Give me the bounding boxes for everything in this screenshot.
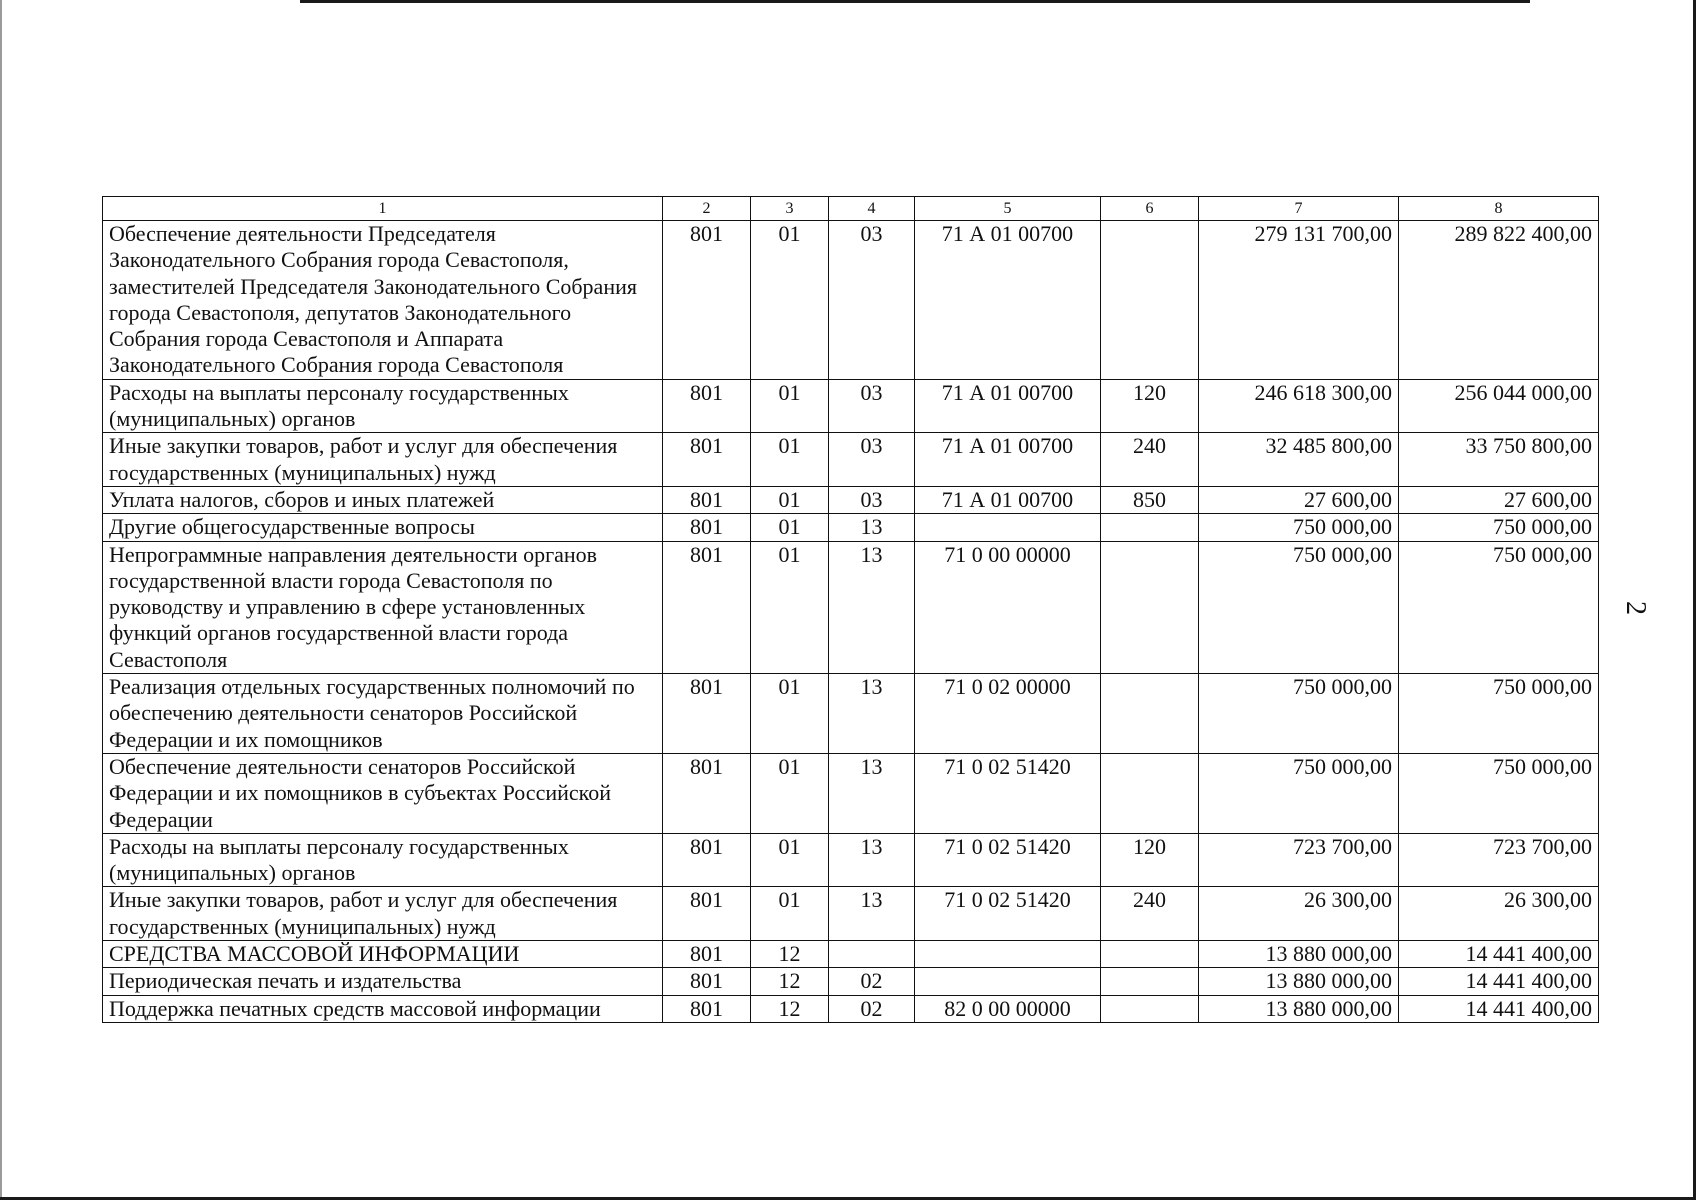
target-article-cell: 71 0 02 51420	[915, 833, 1101, 887]
code-cell: 801	[663, 941, 751, 968]
amount-year1-cell: 13 880 000,00	[1199, 968, 1399, 995]
scan-border-left	[0, 0, 2, 1200]
table-row	[103, 486, 1599, 513]
table-row	[103, 753, 1599, 833]
table-row	[103, 995, 1599, 1022]
column-header-5: 5	[915, 197, 1101, 221]
column-header-7: 7	[1199, 197, 1399, 221]
section-cell: 12	[751, 968, 829, 995]
table-row	[103, 379, 1599, 433]
row-name-cell: Обеспечение деятельности Председателя Законодательного Собрания города Севастополя, заместителей Председателя Законодательного Собрания города Севастополя, депутатов Законодательного Собрания города Севастополя и Аппарата Законодательного Собрания города Севастополя	[103, 221, 663, 380]
section-cell: 01	[751, 514, 829, 541]
row-name-cell: Иные закупки товаров, работ и услуг для обеспечения государственных (муниципальных) нужд	[103, 887, 663, 941]
target-article-cell: 71 0 02 51420	[915, 753, 1101, 833]
target-article-cell: 71 0 02 00000	[915, 674, 1101, 754]
page-number: 2	[1620, 601, 1651, 615]
section-cell: 01	[751, 541, 829, 673]
target-article-cell	[915, 941, 1101, 968]
code-cell: 801	[663, 379, 751, 433]
amount-year1-cell: 723 700,00	[1199, 833, 1399, 887]
table-row	[103, 541, 1599, 673]
section-cell: 12	[751, 941, 829, 968]
target-article-cell: 71 А 01 00700	[915, 221, 1101, 380]
row-name-cell: Расходы на выплаты персоналу государственных (муниципальных) органов	[103, 379, 663, 433]
subsection-cell: 03	[829, 379, 915, 433]
section-cell: 01	[751, 887, 829, 941]
column-header-6: 6	[1101, 197, 1199, 221]
code-cell: 801	[663, 514, 751, 541]
section-cell: 01	[751, 486, 829, 513]
table-body	[103, 221, 1599, 1023]
section-cell: 01	[751, 221, 829, 380]
subsection-cell: 02	[829, 968, 915, 995]
column-header-3: 3	[751, 197, 829, 221]
amount-year1-cell: 750 000,00	[1199, 541, 1399, 673]
subsection-cell: 13	[829, 833, 915, 887]
row-name-cell: Поддержка печатных средств массовой информации	[103, 995, 663, 1022]
amount-year2-cell: 256 044 000,00	[1399, 379, 1599, 433]
subsection-cell: 13	[829, 674, 915, 754]
amount-year1-cell: 32 485 800,00	[1199, 433, 1399, 487]
table-row	[103, 674, 1599, 754]
target-article-cell: 71 А 01 00700	[915, 486, 1101, 513]
table-row	[103, 833, 1599, 887]
section-cell: 01	[751, 753, 829, 833]
code-cell: 801	[663, 674, 751, 754]
code-cell: 801	[663, 541, 751, 673]
code-cell: 801	[663, 433, 751, 487]
expense-type-cell: 240	[1101, 433, 1199, 487]
subsection-cell: 03	[829, 486, 915, 513]
expense-type-cell	[1101, 753, 1199, 833]
amount-year1-cell: 246 618 300,00	[1199, 379, 1399, 433]
expense-type-cell	[1101, 541, 1199, 673]
table-row	[103, 433, 1599, 487]
section-cell: 01	[751, 379, 829, 433]
subsection-cell: 13	[829, 541, 915, 673]
amount-year1-cell: 750 000,00	[1199, 753, 1399, 833]
target-article-cell	[915, 514, 1101, 541]
target-article-cell: 71 0 02 51420	[915, 887, 1101, 941]
amount-year2-cell: 26 300,00	[1399, 887, 1599, 941]
amount-year2-cell: 33 750 800,00	[1399, 433, 1599, 487]
amount-year1-cell: 26 300,00	[1199, 887, 1399, 941]
amount-year1-cell: 27 600,00	[1199, 486, 1399, 513]
expense-type-cell	[1101, 941, 1199, 968]
table-header-row	[103, 197, 1599, 221]
row-name-cell: Периодическая печать и издательства	[103, 968, 663, 995]
amount-year2-cell: 289 822 400,00	[1399, 221, 1599, 380]
row-name-cell: Иные закупки товаров, работ и услуг для обеспечения государственных (муниципальных) нужд	[103, 433, 663, 487]
expense-type-cell	[1101, 968, 1199, 995]
row-name-cell: Обеспечение деятельности сенаторов Российской Федерации и их помощников в субъектах Российской Федерации	[103, 753, 663, 833]
target-article-cell: 71 А 01 00700	[915, 433, 1101, 487]
amount-year2-cell: 14 441 400,00	[1399, 968, 1599, 995]
expense-type-cell	[1101, 221, 1199, 380]
amount-year2-cell: 27 600,00	[1399, 486, 1599, 513]
row-name-cell: Расходы на выплаты персоналу государственных (муниципальных) органов	[103, 833, 663, 887]
code-cell: 801	[663, 995, 751, 1022]
target-article-cell: 82 0 00 00000	[915, 995, 1101, 1022]
subsection-cell: 03	[829, 221, 915, 380]
target-article-cell: 71 А 01 00700	[915, 379, 1101, 433]
subsection-cell	[829, 941, 915, 968]
column-header-4: 4	[829, 197, 915, 221]
subsection-cell: 13	[829, 753, 915, 833]
code-cell: 801	[663, 887, 751, 941]
column-header-1: 1	[103, 197, 663, 221]
amount-year1-cell: 750 000,00	[1199, 514, 1399, 541]
section-cell: 01	[751, 433, 829, 487]
expense-type-cell: 120	[1101, 833, 1199, 887]
section-cell: 12	[751, 995, 829, 1022]
subsection-cell: 03	[829, 433, 915, 487]
row-name-cell: СРЕДСТВА МАССОВОЙ ИНФОРМАЦИИ	[103, 941, 663, 968]
code-cell: 801	[663, 833, 751, 887]
amount-year1-cell: 13 880 000,00	[1199, 995, 1399, 1022]
subsection-cell: 13	[829, 887, 915, 941]
table-row	[103, 887, 1599, 941]
section-cell: 01	[751, 833, 829, 887]
amount-year2-cell: 750 000,00	[1399, 514, 1599, 541]
budget-table	[102, 196, 1599, 1023]
section-cell: 01	[751, 674, 829, 754]
amount-year2-cell: 750 000,00	[1399, 674, 1599, 754]
table-row	[103, 514, 1599, 541]
target-article-cell	[915, 968, 1101, 995]
scan-border-top	[300, 0, 1530, 3]
amount-year2-cell: 14 441 400,00	[1399, 995, 1599, 1022]
expense-type-cell: 120	[1101, 379, 1199, 433]
code-cell: 801	[663, 753, 751, 833]
amount-year2-cell: 14 441 400,00	[1399, 941, 1599, 968]
column-header-8: 8	[1399, 197, 1599, 221]
expense-type-cell	[1101, 514, 1199, 541]
table-row	[103, 968, 1599, 995]
amount-year1-cell: 279 131 700,00	[1199, 221, 1399, 380]
amount-year1-cell: 750 000,00	[1199, 674, 1399, 754]
expense-type-cell: 850	[1101, 486, 1199, 513]
expense-type-cell: 240	[1101, 887, 1199, 941]
row-name-cell: Реализация отдельных государственных полномочий по обеспечению деятельности сенаторов Российской Федерации и их помощников	[103, 674, 663, 754]
code-cell: 801	[663, 968, 751, 995]
subsection-cell: 02	[829, 995, 915, 1022]
code-cell: 801	[663, 486, 751, 513]
subsection-cell: 13	[829, 514, 915, 541]
column-header-2: 2	[663, 197, 751, 221]
row-name-cell: Уплата налогов, сборов и иных платежей	[103, 486, 663, 513]
expense-type-cell	[1101, 995, 1199, 1022]
expense-type-cell	[1101, 674, 1199, 754]
row-name-cell: Непрограммные направления деятельности органов государственной власти города Севастополя по руководству и управлению в сфере установленных функций органов государственной власти города Севастополя	[103, 541, 663, 673]
amount-year1-cell: 13 880 000,00	[1199, 941, 1399, 968]
amount-year2-cell: 723 700,00	[1399, 833, 1599, 887]
table-row	[103, 221, 1599, 380]
row-name-cell: Другие общегосударственные вопросы	[103, 514, 663, 541]
code-cell: 801	[663, 221, 751, 380]
amount-year2-cell: 750 000,00	[1399, 541, 1599, 673]
amount-year2-cell: 750 000,00	[1399, 753, 1599, 833]
target-article-cell: 71 0 00 00000	[915, 541, 1101, 673]
table-row	[103, 941, 1599, 968]
